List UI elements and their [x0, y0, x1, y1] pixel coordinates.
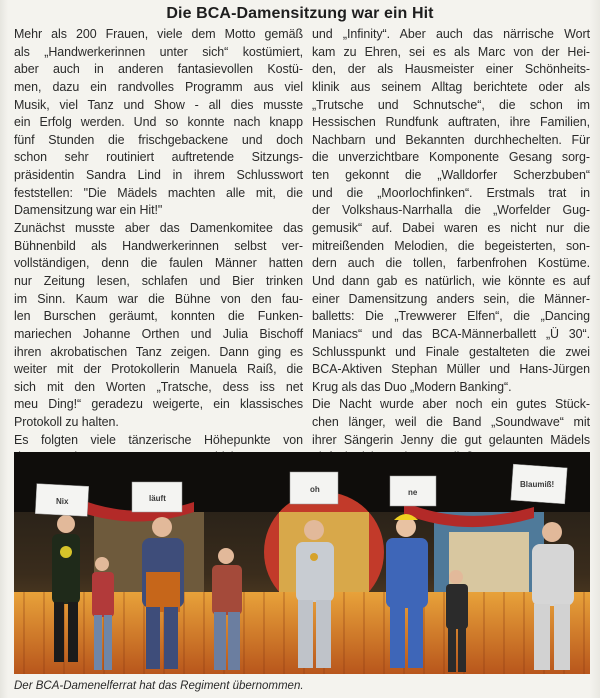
text-line: Zunächst musste aber das Damenkomitee das [14, 221, 303, 236]
article-column-right [312, 26, 590, 450]
sign-1 [35, 484, 88, 517]
text-line: fünf Stunden die frischgebackene und doch [14, 132, 303, 147]
text-line: chen länger, weil die Band „Soundwave“ mit [312, 415, 590, 430]
text-line: len Burschen geräumt, konnten die Funken- [14, 309, 303, 324]
text-line: ten gekonnt die „Walldorfer Scherzbuben“ [312, 168, 590, 183]
sign-4 [390, 476, 436, 506]
text-line: präsidentin Sandra Lind in ihrem Schlusswort [14, 168, 303, 183]
sign-3-text: oh [310, 485, 320, 494]
text-line: dern auch die tollen, farbenfrohen Kostüme. [312, 256, 590, 271]
text-line: Die Nacht wurde aber noch ein gutes Stück- [312, 397, 590, 412]
text-line: Musik, viel Tanz und Show - all dies musste [14, 97, 303, 112]
text-line: Und dann gab es natürlich, wie könnte es auf [312, 273, 590, 288]
text-line: ihren akrobatischen Tanz zeigen. Dann ging es [14, 344, 303, 359]
text-line: balletts: Die „Trewwerer Elfen“, die „Dancing [312, 309, 590, 324]
text-line: im Sinn. Kaum war die Bühne von den fau- [14, 291, 303, 306]
text-line: men, dazu ein randvolles Programm aus viel [14, 79, 303, 94]
text-line: Es folgten viele tänzerische Höhepunkte von [14, 432, 303, 447]
text-line: kam zu Ehren, sei es als Marc von der Hei- [312, 44, 590, 59]
sign-5-text: Blaumiß! [520, 480, 555, 489]
text-line: vollständigen, denn die faulen Männer hatten [14, 256, 303, 271]
text-line: sich mit den Worten „Tratsche, dess iss net [14, 379, 303, 394]
text-line: einer Damensitzung anders sein, die Männer- [312, 291, 590, 306]
sign-3 [290, 472, 338, 504]
text-line: und „Infinity“. Aber auch das närrische Wort [312, 27, 590, 41]
text-line: Nachbarn und Bekannten durchhechelten. Für [312, 132, 590, 147]
text-line: aber auch in anderen fantasievollen Kostü- [14, 62, 303, 77]
article-headline: Die BCA-Damensitzung war ein Hit [166, 5, 434, 22]
article-photo [14, 452, 590, 674]
sign-2 [132, 482, 182, 512]
text-line: Maniacs“ und das BCA-Männerballett „Ü 30“. [312, 326, 590, 341]
text-line: meu Ding!“ geradezu weigerte, ein klassisches [14, 397, 303, 412]
sign-1-text: Nix [56, 497, 69, 506]
text-line: Hessischen Rundfunk auftraten, ihre Familien, [312, 115, 590, 130]
text-line: „Trutsche und Schnutsche“, die schon im [312, 97, 590, 112]
text-line: Damensitzung war ein Hit!" [14, 203, 163, 218]
text-line: ihrer Sängerin Jenny die gut gelaunten Mädels [312, 432, 590, 447]
text-line: weiter mit der Protokollerin Manuela Raiß, die [14, 362, 303, 377]
sign-2-text: läuft [149, 494, 166, 503]
text-line: schon sehr routiniert auftretende Sitzungs- [14, 150, 303, 165]
text-line: der Volkshaus-Narrhalla die „Worfelder Gug- [312, 203, 590, 218]
text-line: mitreißenden Melodien, die begeisterten, son- [312, 238, 590, 253]
text-line: Mehr als 200 Frauen, viele dem Motto gemäß [14, 27, 303, 41]
text-line: gemusik“ auf. Dabei waren es nicht nur die [312, 221, 590, 236]
page-edge-right [590, 0, 600, 698]
text-line: die unverzichtbare Komponente Gesang sorg- [312, 150, 590, 165]
text-line: Krug als das Duo „Modern Banking“. [312, 379, 512, 394]
text-line: den, der als Hausmeister einer Schönheits- [312, 62, 590, 77]
text-line: BCA-Aktiven Stephan Müller und Hans-Jürgen [312, 362, 590, 377]
text-line: klinik aus seinem Alltag berichtete oder als [312, 79, 590, 94]
text-line: Protokoll zu halten. [14, 415, 119, 430]
text-line: als „Handwerkerinnen unter sich“ kostümiert, [14, 44, 303, 59]
text-line: feststellen: "Die Mädels machten alle mit, die [14, 185, 303, 200]
text-line: Bühnenbild als Handwerkerinnen selbst ver- [14, 238, 303, 253]
text-line: nur Zeitung lesen, schlafen und Bier trinken [14, 273, 303, 288]
text-line: Schlusspunkt und Finale gestalteten die zwei [312, 344, 590, 359]
sign-5 [511, 464, 567, 504]
photo-caption: Der BCA-Damenelferrat hat das Regiment übernommen. [14, 680, 304, 692]
article-column-left [14, 26, 303, 450]
page-edge-left [0, 0, 8, 698]
sign-4-text: ne [408, 488, 418, 497]
text-line: und die „Moorlochfinken“. Erstmals trat in [312, 185, 590, 200]
text-line: ein Erfolg werden. Und so konnte nach knapp [14, 115, 303, 130]
text-line: mariechen Johanne Orthen und Julia Bischoff [14, 326, 303, 341]
